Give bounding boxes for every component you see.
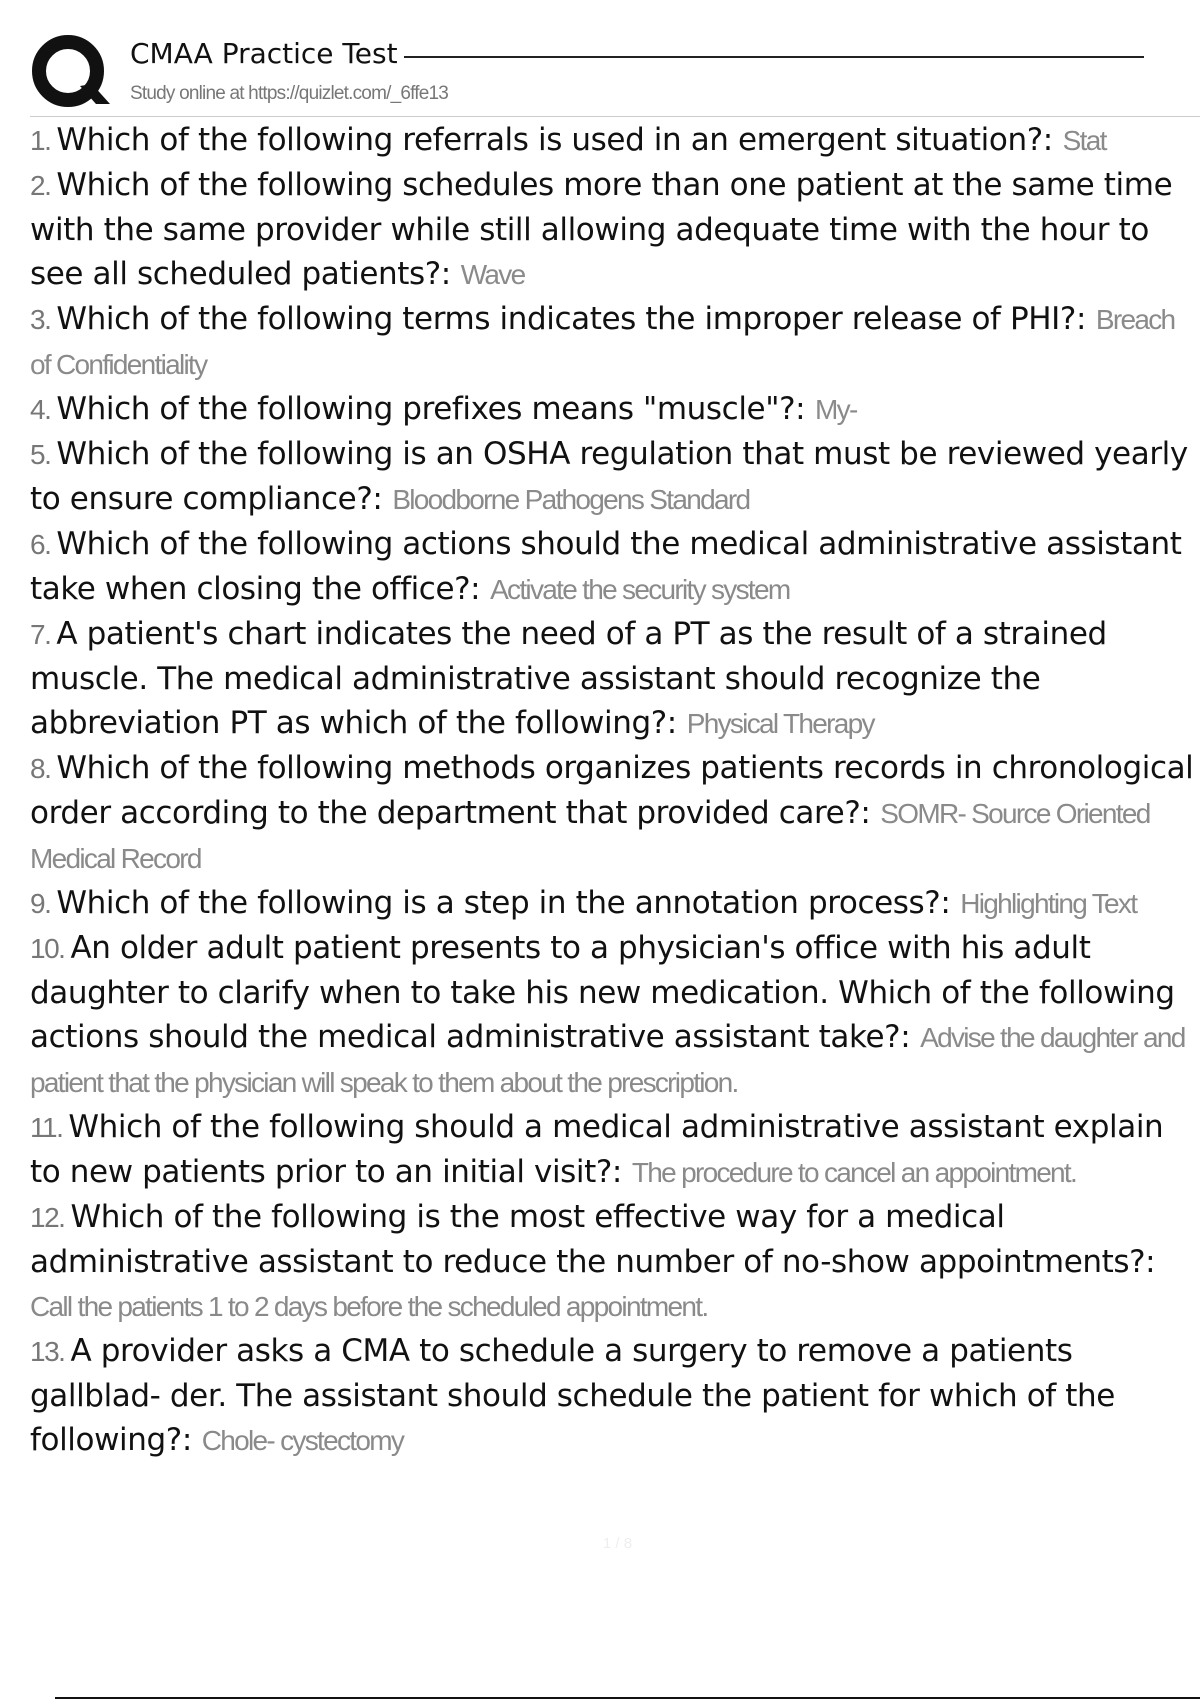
answer-text: Call the patients 1 to 2 days before the scheduled appointment. <box>30 1291 708 1322</box>
answer-text: Highlighting Text <box>960 888 1137 919</box>
question-number: 1. <box>30 125 51 156</box>
question-number: 3. <box>30 304 51 335</box>
answer-text: My- <box>815 394 857 425</box>
question-number: 2. <box>30 170 51 201</box>
qa-item-2 <box>30 163 1195 297</box>
answer-text: Advise the daughter and patient that the physician will speak to them about the prescription. <box>30 1022 1185 1098</box>
question-text: Which of the following schedules more than one patient at the same time with the same provider while still allowing adequate time with the hour to see all scheduled patients?: <box>30 167 1173 292</box>
footer-divider <box>55 1697 1200 1699</box>
qa-item-8 <box>30 746 1195 881</box>
answer-text: Bloodborne Pathogens Standard <box>392 484 750 515</box>
question-text: A patient's chart indicates the need of a PT as the result of a strained muscle. The medical administrative assistant should recognize the abbreviation PT as which of the following?: <box>30 616 1107 741</box>
question-number: 6. <box>30 529 51 560</box>
question-number: 8. <box>30 753 51 784</box>
answer-text: Activate the security system <box>490 574 790 605</box>
qa-item-7 <box>30 612 1195 746</box>
question-text: Which of the following is an OSHA regulation that must be reviewed yearly to ensure compliance?: <box>30 436 1188 517</box>
question-number: 10. <box>30 933 65 964</box>
qa-item-13 <box>30 1329 1195 1463</box>
answer-text: Chole- cystectomy <box>201 1425 404 1456</box>
question-text: Which of the following should a medical administrative assistant explain to new patients prior to an initial visit?: <box>30 1109 1164 1190</box>
answer-text: Breach of Confidentiality <box>30 304 1175 380</box>
document-title: CMAA Practice Test <box>130 34 404 74</box>
qa-item-6 <box>30 522 1195 612</box>
question-text: An older adult patient presents to a physician's office with his adult daughter to clarify when to take his new medication. Which of the following actions should the medical administrative assistant take?: <box>30 930 1175 1055</box>
question-number: 11. <box>30 1112 63 1143</box>
answer-text: The procedure to cancel an appointment. <box>631 1157 1077 1188</box>
question-answer-list <box>30 118 1195 1463</box>
document-header <box>0 0 1200 118</box>
answer-text: Wave <box>460 259 525 290</box>
question-number: 13. <box>30 1336 65 1367</box>
question-text: Which of the following terms indicates the improper release of PHI?: <box>56 301 1087 337</box>
question-number: 9. <box>30 888 51 919</box>
qa-item-3 <box>30 297 1195 387</box>
question-number: 4. <box>30 394 51 425</box>
quizlet-q-logo-icon <box>30 30 112 112</box>
question-text: A provider asks a CMA to schedule a surgery to remove a patients gallblad- der. The assistant should schedule the patient for which of the following?: <box>30 1333 1115 1458</box>
study-online-link[interactable]: Study online at https://quizlet.com/_6ffe13 <box>130 83 449 104</box>
question-number: 5. <box>30 439 51 470</box>
question-text: Which of the following actions should the medical administrative assistant take when closing the office?: <box>30 526 1182 607</box>
qa-item-9 <box>30 881 1195 926</box>
question-number: 12. <box>30 1202 65 1233</box>
qa-item-5 <box>30 432 1195 522</box>
answer-text: SOMR- Source Oriented Medical Record <box>30 798 1150 874</box>
page-number: 1 / 8 <box>602 1535 633 1552</box>
qa-item-1 <box>30 118 1195 163</box>
qa-item-10 <box>30 926 1195 1105</box>
question-text: Which of the following referrals is used in an emergent situation?: <box>56 122 1053 158</box>
question-text: Which of the following is the most effective way for a medical administrative assistant to reduce the number of no-show appointments?: <box>30 1199 1156 1280</box>
answer-text: Physical Therapy <box>686 708 874 739</box>
header-divider <box>30 116 1200 117</box>
question-text: Which of the following prefixes means "muscle"?: <box>56 391 806 427</box>
question-text: Which of the following methods organizes patients records in chronological order according to the department that provided care?: <box>30 750 1194 831</box>
answer-text: Stat <box>1062 125 1106 156</box>
qa-item-4 <box>30 387 1195 432</box>
qa-item-12 <box>30 1195 1195 1329</box>
question-text: Which of the following is a step in the annotation process?: <box>56 885 951 921</box>
question-number: 7. <box>30 619 51 650</box>
qa-item-11 <box>30 1105 1195 1195</box>
